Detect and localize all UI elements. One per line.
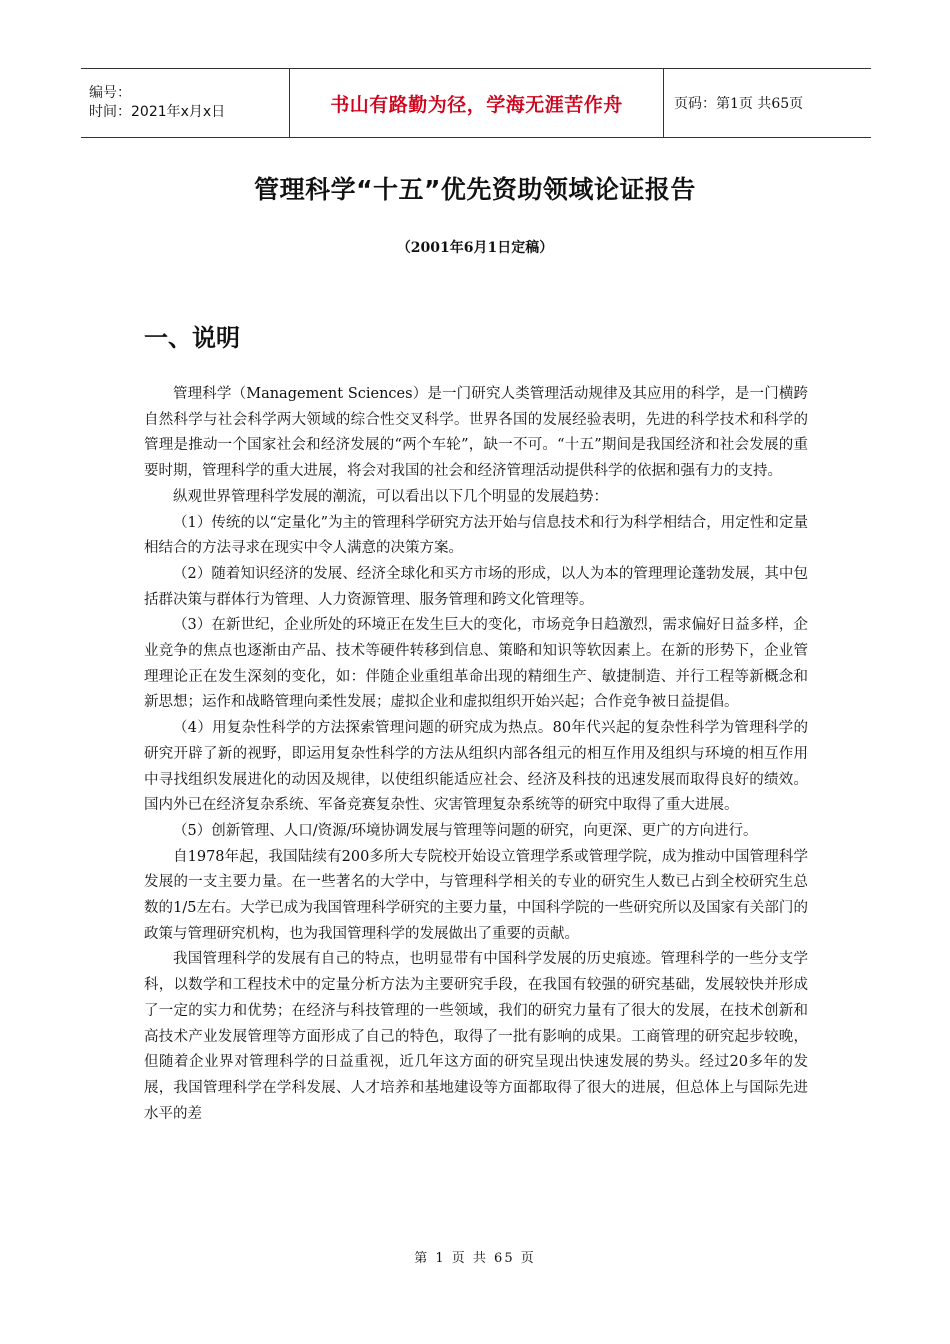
body-text bbox=[144, 382, 808, 1127]
page-footer: 第 1 页 共 65 页 bbox=[414, 1251, 536, 1266]
header-motto-cell bbox=[289, 69, 664, 137]
paragraph: 自1978年起，我国陆续有200多所大专院校开始设立管理学系或管理学院，成为推动中国管理科学发展的一支主要力量。在一些著名的大学中，与管理科学相关的专业的研究生人数已占到全校研究生总数的1/5左右。大学已成为我国管理科学研究的主要力量，中国科学院的一些研究所以及国家有关部门的政策与管理研究机构，也为我国管理科学的发展做出了重要的贡献。 bbox=[144, 848, 808, 942]
paragraph: 我国管理科学的发展有自己的特点，也明显带有中国科学发展的历史痕迹。管理科学的一些分支学科，以数学和工程技术中的定量分析方法为主要研究手段，在我国有较强的研究基础，发展较快并形成了一定的实力和优势；在经济与科技管理的一些领域，我们的研究力量有了很大的发展，在技术创新和高技术产业发展管理等方面形成了自己的特色，取得了一批有影响的成果。工商管理的研究起步较晚，但随着企业界对管理科学的日益重视，近几年这方面的研究呈现出快速发展的势头。经过20多年的发展，我国管理科学在学科发展、人才培养和基地建设等方面都取得了很大的进展，但总体上与国际先进水平的差 bbox=[144, 951, 808, 1122]
paragraph: （1）传统的以“定量化”为主的管理科学研究方法开始与信息技术和行为科学相结合，用定性和定量相结合的方法寻求在现实中令人满意的决策方案。 bbox=[144, 514, 808, 557]
page-info: 页码：第1页 共65页 bbox=[674, 96, 804, 112]
serial-label: 编号： bbox=[89, 85, 131, 101]
paragraph: （4）用复杂性科学的方法探索管理问题的研究成为热点。80年代兴起的复杂性科学为管理科学的研究开辟了新的视野，即运用复杂性科学的方法从组织内部各组元的相互作用及组织与环境的相互作用中寻找组织发展进化的动因及规律，以使组织能适应社会、经济及科技的迅速发展而取得良好的绩效。国内外已在经济复杂系统、军备竞赛复杂性、灾害管理复杂系统等的研究中取得了重大进展。 bbox=[144, 720, 808, 814]
section-heading: 一、说明 bbox=[144, 324, 240, 352]
motto: 书山有路勤为径，学海无涯苦作舟 bbox=[330, 93, 623, 116]
time-label: 时间：2021年x月x日 bbox=[89, 104, 226, 120]
paragraph: （5）创新管理、人口/资源/环境协调发展与管理等问题的研究，向更深、更广的方向进行。 bbox=[173, 822, 758, 839]
paragraph: 纵观世界管理科学发展的潮流，可以看出以下几个明显的发展趋势： bbox=[173, 488, 608, 505]
header-meta bbox=[81, 69, 289, 137]
document-header bbox=[81, 68, 871, 138]
document-title: 管理科学“十五”优先资助领域论证报告 bbox=[254, 175, 696, 204]
paragraph: （2）随着知识经济的发展、经济全球化和买方市场的形成，以人为本的管理理论蓬勃发展，其中包括群决策与群体行为管理、人力资源管理、服务管理和跨文化管理等。 bbox=[144, 565, 808, 608]
paragraph: 管理科学（Management Sciences）是一门研究人类管理活动规律及其应用的科学，是一门横跨自然科学与社会科学两大领域的综合性交叉科学。世界各国的发展经验表明，先进的科学技术和科学的管理是推动一个国家社会和经济发展的“两个车轮”，缺一不可。“十五”期间是我国经济和社会发展的重要时期，管理科学的重大进展，将会对我国的社会和经济管理活动提供科学的依据和强有力的支持。 bbox=[144, 386, 808, 480]
document-subtitle: （2001年6月1日定稿） bbox=[396, 240, 554, 256]
header-page-info-cell bbox=[664, 69, 803, 137]
paragraph: （3）在新世纪，企业所处的环境正在发生巨大的变化，市场竞争日趋激烈，需求偏好日益多样，企业竞争的焦点也逐渐由产品、技术等硬件转移到信息、策略和知识等软因素上。在新的形势下，企业管理理论正在发生深刻的变化，如：伴随企业重组革命出现的精细生产、敏捷制造、并行工程等新概念和新思想；运作和战略管理向柔性发展；虚拟企业和虚拟组织开始兴起；合作竞争被日益提倡。 bbox=[144, 617, 808, 711]
